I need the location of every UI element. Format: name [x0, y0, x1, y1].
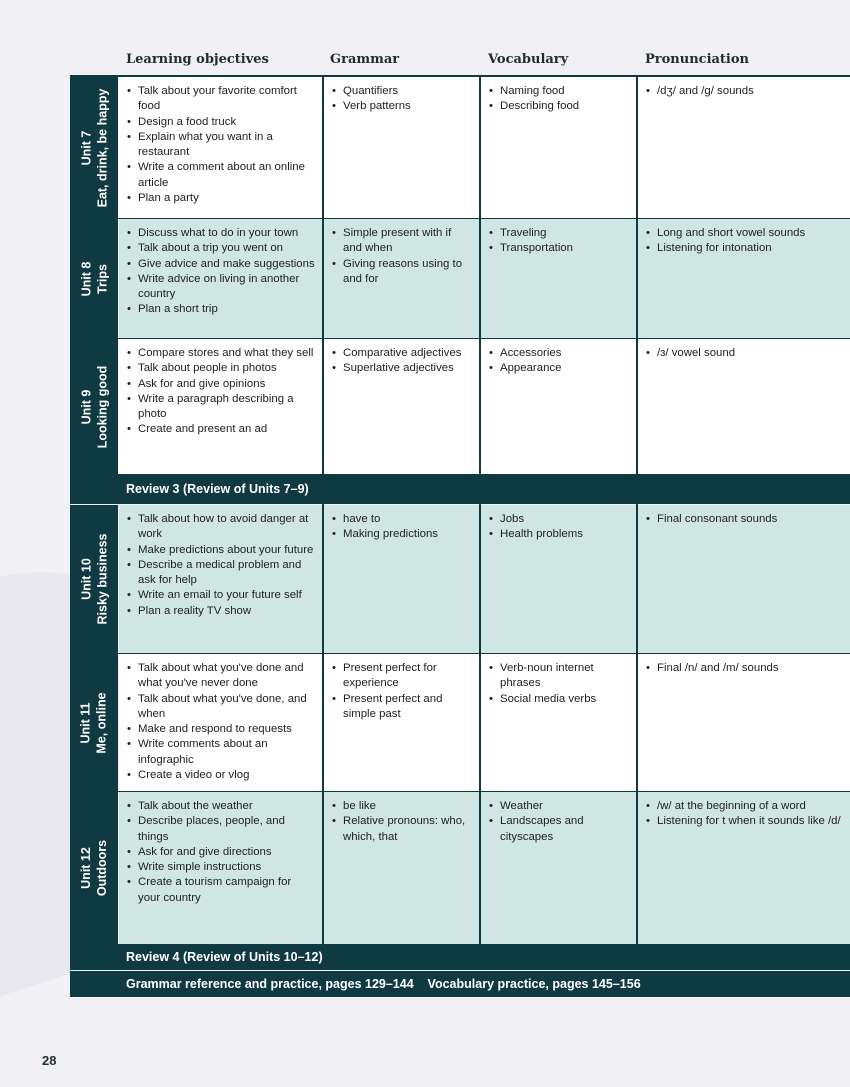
- list-item: • Final /n/ and /m/ sounds: [644, 661, 844, 676]
- review-3-band: [70, 474, 850, 504]
- header-vocabulary: Vocabulary: [488, 52, 569, 67]
- list-item: • /w/ at the beginning of a word: [644, 799, 844, 814]
- list-item: • Listening for intonation: [644, 241, 844, 256]
- page-number: 28: [42, 1053, 57, 1068]
- cell-grammar: [324, 654, 479, 791]
- cell-vocabulary: [481, 219, 636, 338]
- cell-objectives: [119, 505, 322, 653]
- list-item: • Describe places, people, and things: [125, 814, 316, 845]
- row-divider: [70, 653, 850, 654]
- cell-pronunciation: [638, 792, 850, 944]
- reference-label: Grammar reference and practice, pages 129–144 Vocabulary practice, pages 145–156: [126, 977, 641, 991]
- list-item: • Talk about what you've done, and when: [125, 692, 316, 723]
- list-item: • Write simple instructions: [125, 860, 316, 875]
- list-item: • be like: [330, 799, 473, 814]
- list-item: • Final consonant sounds: [644, 512, 844, 527]
- list-item: • Create a tourism campaign for your country: [125, 875, 316, 906]
- list-item: • Long and short vowel sounds: [644, 226, 844, 241]
- list-item: • Plan a reality TV show: [125, 604, 316, 619]
- list-item: • Compare stores and what they sell: [125, 346, 316, 361]
- cell-vocabulary: [481, 654, 636, 791]
- list-item: • Verb patterns: [330, 99, 473, 114]
- list-item: • Health problems: [487, 527, 630, 542]
- unit-title: Risky business: [95, 533, 110, 625]
- unit-title: Eat, drink, be happy: [95, 88, 109, 207]
- row-divider: [70, 218, 850, 219]
- row-divider: [70, 791, 850, 792]
- list-item: • have to: [330, 512, 473, 527]
- unit-label: [70, 654, 118, 791]
- list-item: • Talk about the weather: [125, 799, 316, 814]
- review-3-label: Review 3 (Review of Units 7–9): [126, 482, 309, 496]
- list-item: • Describe a medical problem and ask for help: [125, 558, 316, 589]
- column-divider: [322, 77, 324, 944]
- cell-pronunciation: [638, 339, 850, 474]
- list-item: • Quantifiers: [330, 84, 473, 99]
- list-item: • Making predictions: [330, 527, 473, 542]
- cell-pronunciation: [638, 77, 850, 218]
- list-item: • Create a video or vlog: [125, 768, 316, 783]
- list-item: • Explain what you want in a restaurant: [125, 130, 316, 161]
- list-item: • Traveling: [487, 226, 630, 241]
- list-item: • Plan a short trip: [125, 302, 316, 317]
- list-item: • Comparative adjectives: [330, 346, 473, 361]
- unit-number: Unit 7: [79, 130, 93, 165]
- list-item: • Talk about how to avoid danger at work: [125, 512, 316, 543]
- cell-objectives: [119, 654, 322, 791]
- unit-label: [70, 77, 118, 218]
- list-item: • Transportation: [487, 241, 630, 256]
- list-item: • Write a comment about an online article: [125, 160, 316, 191]
- cell-grammar: [324, 339, 479, 474]
- list-item: • Ask for and give directions: [125, 845, 316, 860]
- cell-objectives: [119, 339, 322, 474]
- cell-vocabulary: [481, 77, 636, 218]
- review-4-band: [70, 944, 850, 970]
- unit-title: Trips: [94, 263, 109, 294]
- cell-grammar: [324, 219, 479, 338]
- cell-vocabulary: [481, 339, 636, 474]
- column-divider: [479, 77, 481, 944]
- unit-title: Me, online: [95, 691, 109, 754]
- list-item: • Listening for t when it sounds like /d/: [644, 814, 844, 829]
- list-item: • Give advice and make suggestions: [125, 257, 316, 272]
- list-item: • Describing food: [487, 99, 630, 114]
- list-item: • Talk about your favorite comfort food: [125, 84, 316, 115]
- list-item: • Talk about a trip you went on: [125, 241, 316, 256]
- unit-number: Unit 9: [79, 389, 93, 424]
- list-item: • Naming food: [487, 84, 630, 99]
- cell-pronunciation: [638, 219, 850, 338]
- list-item: • Make predictions about your future: [125, 543, 316, 558]
- unit-label: [70, 339, 118, 474]
- list-item: • Present perfect for experience: [330, 661, 473, 692]
- header-pronunciation: Pronunciation: [645, 52, 749, 67]
- list-item: • Design a food truck: [125, 115, 316, 130]
- unit-number: Unit 8: [78, 261, 93, 296]
- reference-band: [70, 971, 850, 997]
- cell-vocabulary: [481, 505, 636, 653]
- list-item: • Verb-noun internet phrases: [487, 661, 630, 692]
- cell-grammar: [324, 77, 479, 218]
- list-item: • /ɜ/ vowel sound: [644, 346, 844, 361]
- list-item: • Plan a party: [125, 191, 316, 206]
- unit-number: Unit 10: [79, 558, 94, 600]
- list-item: • Present perfect and simple past: [330, 692, 473, 723]
- list-item: • Talk about people in photos: [125, 361, 316, 376]
- list-item: • Social media verbs: [487, 692, 630, 707]
- list-item: • Talk about what you've done and what you've never done: [125, 661, 316, 692]
- unit-title: Looking good: [95, 365, 109, 448]
- list-item: • Create and present an ad: [125, 422, 316, 437]
- row-divider: [70, 338, 850, 339]
- list-item: • /dʒ/ and /g/ sounds: [644, 84, 844, 99]
- list-item: • Discuss what to do in your town: [125, 226, 316, 241]
- list-item: • Landscapes and cityscapes: [487, 814, 630, 845]
- list-item: • Write comments about an infographic: [125, 737, 316, 768]
- unit-title: Outdoors: [95, 839, 109, 897]
- cell-pronunciation: [638, 505, 850, 653]
- list-item: • Accessories: [487, 346, 630, 361]
- list-item: • Write a paragraph describing a photo: [125, 392, 316, 423]
- list-item: • Giving reasons using to and for: [330, 257, 473, 288]
- list-item: • Appearance: [487, 361, 630, 376]
- list-item: • Superlative adjectives: [330, 361, 473, 376]
- list-item: • Ask for and give opinions: [125, 377, 316, 392]
- cell-objectives: [119, 219, 322, 338]
- cell-pronunciation: [638, 654, 850, 791]
- cell-objectives: [119, 792, 322, 944]
- list-item: • Write advice on living in another country: [125, 272, 316, 303]
- list-item: • Relative pronouns: who, which, that: [330, 814, 473, 845]
- cell-vocabulary: [481, 792, 636, 944]
- cell-objectives: [119, 77, 322, 218]
- cell-grammar: [324, 505, 479, 653]
- unit-number: Unit 12: [79, 847, 93, 889]
- unit-label: [70, 505, 118, 653]
- unit-number: Unit 11: [79, 702, 93, 743]
- header-learning-objectives: Learning objectives: [126, 52, 269, 67]
- list-item: • Write an email to your future self: [125, 588, 316, 603]
- header-grammar: Grammar: [330, 52, 400, 67]
- review-4-label: Review 4 (Review of Units 10–12): [126, 950, 323, 964]
- list-item: • Simple present with if and when: [330, 226, 473, 257]
- column-divider: [636, 77, 638, 944]
- cell-grammar: [324, 792, 479, 944]
- unit-label: [70, 792, 118, 944]
- unit-label: [70, 219, 118, 338]
- list-item: • Jobs: [487, 512, 630, 527]
- list-item: • Weather: [487, 799, 630, 814]
- list-item: • Make and respond to requests: [125, 722, 316, 737]
